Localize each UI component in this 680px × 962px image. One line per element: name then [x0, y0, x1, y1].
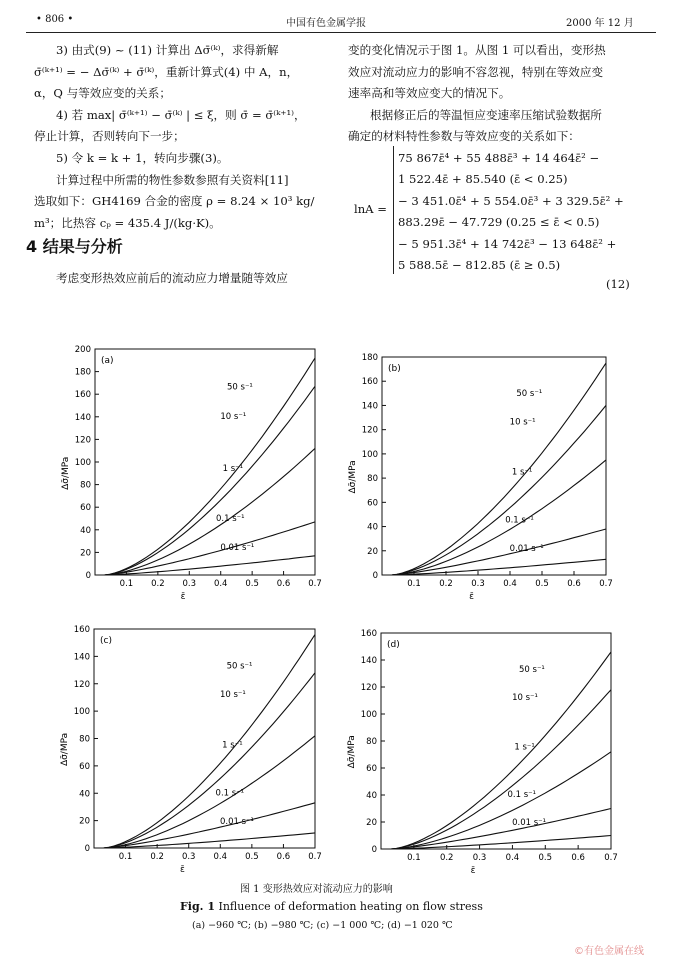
y-tick-label: 160 — [73, 625, 90, 635]
panel-label: (c) — [100, 636, 112, 646]
x-tick-label: 0.4 — [505, 853, 520, 863]
issue-date: 2000 年 12 月 — [566, 18, 634, 29]
text-line: 效应对流动应力的影响不容忽视，特别在等效应变 — [348, 64, 604, 79]
series-line — [391, 752, 611, 849]
series-label: 0.1 s⁻¹ — [507, 790, 537, 801]
x-tick-label: 0.3 — [182, 579, 197, 589]
series-label: 1 s⁻¹ — [511, 467, 533, 478]
y-tick-label: 120 — [74, 435, 91, 446]
x-tick-label: 0.6 — [276, 852, 291, 862]
x-axis-label: ε̄ — [470, 866, 476, 876]
y-tick-label: 80 — [367, 474, 378, 485]
text-line: α，Q 与等效应变的关系； — [34, 86, 171, 101]
series-line — [104, 736, 316, 848]
panel-label: (b) — [388, 364, 401, 374]
equation-line: − 5 951.3ε̄⁴ + 14 742ε̄³ − 13 648ε̄² + — [398, 236, 617, 251]
text-line: 考虑变形热效应前后的流动应力增量随等效应 — [56, 271, 288, 285]
text-line: 速率高和等效应变大的情况下。 — [348, 86, 511, 101]
x-tick-label: 0.3 — [181, 852, 196, 862]
series-label: 0.01 s⁻¹ — [512, 818, 547, 829]
equation-line: 1 522.4ε̄ + 85.540 (ε̄ < 0.25) — [398, 172, 568, 187]
equation-line: 883.29ε̄ − 47.729 (0.25 ≤ ε̄ < 0.5) — [398, 215, 600, 230]
y-tick-label: 160 — [74, 390, 91, 401]
series-line — [392, 405, 606, 575]
y-tick-label: 140 — [74, 412, 91, 423]
series-label: 50 s⁻¹ — [516, 389, 543, 400]
x-tick-label: 0.1 — [119, 579, 134, 589]
x-axis-label: ε̄ — [469, 592, 475, 602]
series-label: 50 s⁻¹ — [226, 661, 253, 672]
y-tick-label: 60 — [367, 498, 378, 509]
text-line: 变的变化情况示于图 1。从图 1 可以看出，变形热 — [348, 43, 606, 57]
figure-caption-text: Influence of deformation heating on flow stress — [215, 900, 483, 913]
y-tick-label: 160 — [361, 377, 378, 388]
x-tick-label: 0.7 — [599, 579, 613, 589]
text-line: 确定的材料特性参数与等效应变的关系如下： — [348, 129, 580, 144]
x-tick-label: 0.7 — [308, 852, 322, 862]
y-tick-label: 0 — [372, 571, 378, 581]
y-tick-label: 100 — [360, 710, 377, 720]
series-line — [391, 809, 611, 850]
y-tick-label: 140 — [73, 652, 90, 663]
x-tick-label: 0.2 — [439, 853, 454, 863]
y-tick-label: 40 — [366, 791, 377, 801]
x-tick-label: 0.7 — [308, 579, 322, 589]
text-line: 根据修正后的等温恒应变速率压缩试验数据所 — [370, 107, 602, 122]
x-tick-label: 0.6 — [571, 853, 585, 863]
y-tick-label: 120 — [361, 425, 378, 436]
series-line — [391, 690, 611, 849]
equation-line: 5 588.5ε̄ − 812.85 (ε̄ ≥ 0.5) — [398, 258, 561, 273]
series-label: 10 s⁻¹ — [509, 417, 536, 428]
equation-line: 75 867ε̄⁴ + 55 488ε̄³ + 14 464ε̄² − — [398, 151, 600, 165]
y-tick-label: 160 — [360, 629, 377, 639]
plot-frame — [95, 349, 315, 575]
series-label: 10 s⁻¹ — [219, 689, 246, 700]
y-tick-label: 100 — [361, 449, 378, 460]
x-tick-label: 0.2 — [439, 579, 453, 589]
page-number: • 806 • — [36, 14, 74, 25]
y-tick-label: 60 — [366, 764, 377, 774]
panel-label: (d) — [387, 640, 400, 650]
series-label: 0.01 s⁻¹ — [220, 543, 255, 554]
y-tick-label: 20 — [366, 818, 377, 828]
x-tick-label: 0.2 — [151, 579, 165, 589]
y-tick-label: 100 — [74, 458, 91, 468]
x-tick-label: 0.1 — [407, 579, 421, 589]
series-label: 0.1 s⁻¹ — [215, 788, 245, 799]
y-tick-label: 40 — [367, 522, 378, 533]
series-label: 0.01 s⁻¹ — [509, 544, 544, 555]
series-label: 50 s⁻¹ — [519, 664, 545, 675]
y-tick-label: 0 — [84, 844, 90, 854]
series-line — [104, 448, 315, 575]
text-line: 5) 令 k = k + 1，转向步骤(3)。 — [56, 150, 229, 165]
panel-label: (a) — [101, 356, 114, 366]
series-label: 50 s⁻¹ — [227, 382, 253, 393]
y-tick-label: 80 — [79, 734, 90, 745]
y-tick-label: 120 — [360, 683, 377, 693]
series-label: 10 s⁻¹ — [220, 412, 247, 423]
y-tick-label: 40 — [80, 525, 91, 536]
y-tick-label: 80 — [366, 737, 377, 747]
y-tick-label: 100 — [73, 707, 90, 718]
text-line: 停止计算，否则转向下一步； — [34, 129, 185, 144]
section-title: 4 结果与分析 — [26, 237, 123, 256]
text-line: 计算过程中所需的物性参数参照有关资料[11] — [56, 172, 289, 187]
y-tick-label: 140 — [360, 656, 377, 666]
x-tick-label: 0.6 — [276, 579, 291, 589]
y-tick-label: 80 — [80, 480, 91, 491]
y-axis-label: Δσ̄/MPa — [60, 732, 70, 767]
figure-conditions: (a) −960 ℃; (b) −980 ℃; (c) −1 000 ℃; (d) −1 020 ℃ — [192, 920, 453, 931]
series-line — [104, 386, 315, 575]
watermark: ©有色金属在线 — [574, 946, 644, 957]
y-tick-label: 140 — [361, 401, 378, 412]
series-label: 0.1 s⁻¹ — [505, 515, 534, 526]
x-tick-label: 0.2 — [150, 852, 164, 862]
x-tick-label: 0.4 — [503, 579, 517, 589]
equation-number: (12) — [606, 277, 630, 291]
equation-line: − 3 451.0ε̄⁴ + 5 554.0ε̄³ + 3 329.5ε̄² + — [398, 193, 624, 208]
x-tick-label: 0.3 — [472, 853, 487, 863]
series-line — [392, 363, 606, 575]
y-tick-label: 0 — [371, 845, 377, 855]
x-tick-label: 0.4 — [213, 579, 228, 589]
series-line — [104, 358, 315, 575]
y-tick-label: 180 — [361, 353, 378, 363]
text-line: σ̄⁽ᵏ⁺¹⁾ = − Δσ̄⁽ᵏ⁾ + σ̄⁽ᵏ⁾，重新计算式(4) 中 A，n， — [34, 64, 299, 79]
y-tick-label: 20 — [79, 816, 90, 827]
equation-lhs: lnA = — [354, 202, 387, 216]
y-axis-label: Δσ̄/MPa — [347, 735, 357, 769]
series-label: 1 s⁻¹ — [222, 740, 243, 751]
x-tick-label: 0.5 — [535, 579, 549, 589]
text-line: 选取如下：GH4169 合金的密度 ρ = 8.24 × 10³ kg/ — [34, 194, 315, 209]
x-tick-label: 0.1 — [118, 852, 133, 862]
x-axis-label: ε̄ — [180, 592, 186, 602]
series-label: 0.01 s⁻¹ — [219, 816, 254, 827]
figure-label: Fig. 1 — [180, 900, 215, 913]
x-tick-label: 0.4 — [213, 852, 228, 862]
series-label: 1 s⁻¹ — [222, 464, 244, 475]
x-axis-label: ε̄ — [179, 865, 185, 875]
y-tick-label: 40 — [79, 789, 90, 800]
y-tick-label: 200 — [74, 345, 91, 355]
y-tick-label: 20 — [80, 548, 91, 559]
figure-caption-en — [180, 900, 483, 913]
y-tick-label: 180 — [74, 367, 91, 378]
x-tick-label: 0.5 — [245, 579, 259, 589]
plot-frame — [94, 629, 315, 848]
x-tick-label: 0.5 — [245, 852, 259, 862]
x-tick-label: 0.3 — [471, 579, 485, 589]
y-tick-label: 60 — [80, 503, 91, 514]
series-line — [104, 635, 316, 849]
x-tick-label: 0.5 — [538, 853, 553, 863]
text-line: m³；比热容 cₚ = 435.4 J/(kg·K)。 — [34, 215, 221, 230]
y-axis-label: Δσ̄/MPa — [61, 456, 71, 490]
text-line: 3) 由式(9) ~ (11) 计算出 Δσ̄⁽ᵏ⁾，求得新解 — [56, 43, 279, 57]
x-tick-label: 0.6 — [567, 579, 581, 589]
series-label: 10 s⁻¹ — [512, 692, 538, 703]
journal-name: 中国有色金属学报 — [286, 18, 366, 29]
y-tick-label: 60 — [79, 761, 90, 772]
x-tick-label: 0.1 — [407, 853, 421, 863]
y-axis-label: Δσ̄/MPa — [348, 460, 358, 494]
series-line — [391, 652, 611, 849]
y-tick-label: 120 — [73, 679, 90, 690]
series-label: 0.1 s⁻¹ — [216, 513, 245, 524]
x-tick-label: 0.7 — [604, 853, 618, 863]
figure-caption-zh: 图 1 变形热效应对流动应力的影响 — [240, 884, 393, 895]
y-tick-label: 20 — [367, 546, 378, 557]
plot-frame — [382, 357, 606, 575]
series-label: 1 s⁻¹ — [514, 742, 535, 753]
y-tick-label: 0 — [85, 571, 91, 581]
text-line: 4) 若 max| σ̄⁽ᵏ⁺¹⁾ − σ̄⁽ᵏ⁾ | ≤ ξ，则 σ̄ = σ̄⁽ᵏ⁺¹⁾， — [56, 107, 306, 122]
